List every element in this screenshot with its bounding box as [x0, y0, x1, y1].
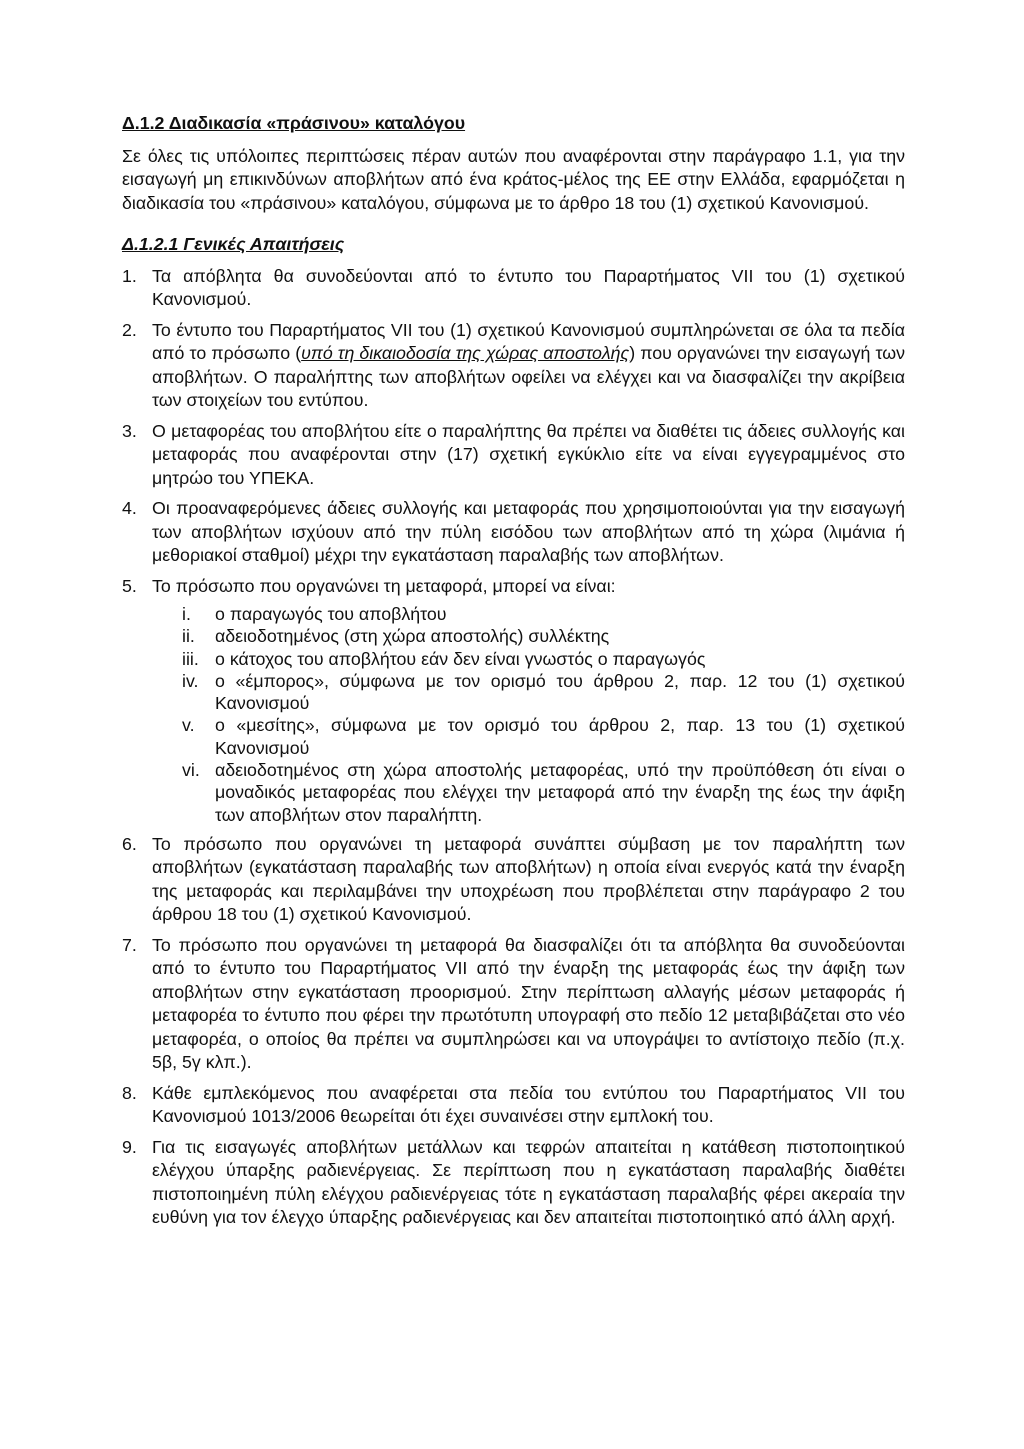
item-number: 5. — [122, 575, 137, 596]
sub-list-item — [152, 670, 905, 715]
sub-list-item — [152, 603, 905, 625]
organizer-options-list — [152, 603, 905, 826]
item-number: 6. — [122, 833, 137, 854]
requirement-item-2 — [122, 319, 905, 413]
item-text: Το πρόσωπο που οργανώνει τη μεταφορά θα διασφαλίζει ότι τα απόβλητα θα συνοδεύονται από το έντυπο του Παραρτήματος VII από την έναρξη της μεταφοράς έως την άφιξη των αποβλήτων στην εγκατάσταση προορισμού. Στην περίπτωση αλλαγής μέσων μεταφοράς ή μεταφορέα το έντυπο που φέρει την πρωτότυπη υπογραφή στο πεδίο 12 μεταβιβάζεται στο νέο μεταφορέα, ο οποίος θα πρέπει να συμπληρώσει και να υπογράψει το αντίστοιχο πεδίο (π.χ. 5β, 5γ κλπ.). — [152, 934, 905, 1073]
requirement-item-5 — [122, 575, 905, 826]
item-text: Κάθε εμπλεκόμενος που αναφέρεται στα πεδία του εντύπου του Παραρτήματος VII του Κανονισμού 1013/2006 θεωρείται ότι έχει συναινέσει στην εμπλοκή του. — [152, 1082, 905, 1127]
sub-list-item — [152, 714, 905, 759]
item-number: 3. — [122, 420, 137, 441]
requirements-list — [122, 265, 905, 1230]
requirement-item-7 — [122, 934, 905, 1075]
item-number: 4. — [122, 498, 137, 518]
item-number: 9. — [122, 1136, 137, 1157]
item-number: 2. — [122, 319, 137, 340]
sub-item-number: iv. — [182, 670, 199, 691]
subsection-heading: Δ.1.2.1 Γενικές Απαιτήσεις — [122, 234, 345, 254]
requirement-item-6 — [122, 833, 905, 927]
item-text-part: ) που οργανώνει την εισαγωγή των αποβλήτων. Ο παραλήπτης των αποβλήτων οφείλει να ελέγχει και να διασφαλίζει την ακρίβεια των στοιχείων του εντύπου. — [152, 343, 906, 410]
sub-item-number: v. — [182, 715, 195, 736]
sub-item-number: iii. — [182, 648, 199, 669]
item-text: Ο μεταφορέας του αποβλήτου είτε ο παραλήπτης θα πρέπει να διαθέτει τις άδειες συλλογής και μεταφοράς που αναφέρονται στην (17) σχετική εγκύκλιο είτε να είναι εγγεγραμμένος στο μητρώο του ΥΠΕΚΑ. — [152, 420, 905, 488]
sub-item-text: αδειοδοτημένος στη χώρα αποστολής μεταφορέας, υπό την προϋπόθεση ότι είναι ο μοναδικός μεταφορέας που ελέγχει την μεταφορά από την έναρξη της έως την άφιξη των αποβλήτων στον παραλήπτη. — [215, 760, 905, 825]
requirement-item-4 — [122, 497, 905, 568]
item-text-part: Το έντυπο του Παραρτήματος VII του (1) σχετικού Κανονισμού συμπληρώνεται σε όλα τα πεδία από το πρόσωπο ( — [152, 319, 905, 363]
item-number: 8. — [122, 1082, 137, 1103]
sub-item-text: ο «μεσίτης», σύμφωνα με τον ορισμό του άρθρου 2, παρ. 13 του (1) σχετικού Κανονισμού — [215, 715, 905, 758]
requirement-item-9 — [122, 1136, 905, 1230]
item-text-emphasis: υπό τη δικαιοδοσία της χώρας αποστολής — [301, 343, 630, 363]
requirement-item-3 — [122, 420, 905, 491]
sub-item-number: ii. — [182, 626, 195, 647]
sub-list-item — [152, 759, 905, 826]
item-text: Το πρόσωπο που οργανώνει τη μεταφορά, μπορεί να είναι: — [152, 575, 616, 596]
sub-item-text: αδειοδοτημένος (στη χώρα αποστολής) συλλέκτης — [215, 626, 610, 647]
sub-item-text: ο παραγωγός του αποβλήτου — [215, 604, 447, 624]
item-text: Τα απόβλητα θα συνοδεύονται από το έντυπο του Παραρτήματος VII του (1) σχετικού Κανονισμού. — [152, 265, 905, 309]
sub-item-number: vi. — [182, 760, 200, 781]
requirement-item-8 — [122, 1082, 905, 1129]
item-number: 7. — [122, 934, 137, 955]
item-number: 1. — [122, 265, 137, 286]
item-text — [152, 319, 905, 413]
sub-item-text: ο κάτοχος του αποβλήτου εάν δεν είναι γνωστός ο παραγωγός — [215, 648, 706, 669]
item-text: Οι προαναφερόμενες άδειες συλλογής και μεταφοράς που χρησιμοποιούνται για την εισαγωγή των αποβλήτων ισχύουν από την πύλη εισόδου των αποβλήτων από τη χώρα (λιμάνια ή μεθοριακοί σταθμοί) μέχρι την εγκατάσταση παραλαβής των αποβλήτων. — [152, 498, 905, 565]
sub-list-item — [152, 625, 905, 647]
sub-list-item — [152, 648, 905, 670]
sub-item-text: ο «έμπορος», σύμφωνα με τον ορισμό του άρθρου 2, παρ. 12 του (1) σχετικού Κανονισμού — [215, 670, 905, 714]
item-text: Το πρόσωπο που οργανώνει τη μεταφορά συνάπτει σύμβαση με τον παραλήπτη των αποβλήτων (εγκατάσταση παραλαβής των αποβλήτων) η οποία είναι ενεργός κατά την έναρξη της μεταφοράς και περιλαμβάνει την υποχρέωση που προβλέπεται στην παράγραφο 2 του άρθρου 18 του (1) σχετικού Κανονισμού. — [152, 833, 905, 925]
item-text: Για τις εισαγωγές αποβλήτων μετάλλων και τεφρών απαιτείται η κατάθεση πιστοποιητικού ελέγχου ύπαρξης ραδιενέργειας. Σε περίπτωση που η εγκατάσταση παραλαβής διαθέτει πιστοποιημένη πύλη ελέγχου ραδιενέργειας τότε η εγκατάσταση παραλαβής φέρει ακεραία την ευθύνη για τον έλεγχο ύπαρξης ραδιενέργειας και δεν απαιτείται πιστοποιητικό από άλλη αρχή. — [152, 1136, 905, 1228]
document-body — [122, 112, 905, 1237]
requirement-item-1 — [122, 265, 905, 312]
sub-item-number: i. — [182, 604, 191, 624]
intro-paragraph: Σε όλες τις υπόλοιπες περιπτώσεις πέραν αυτών που αναφέρονται στην παράγραφο 1.1, για την εισαγωγή μη επικινδύνων αποβλήτων από ένα κράτος-μέλος της ΕΕ στην Ελλάδα, εφαρμόζεται η διαδικασία του «πράσινου» καταλόγου, σύμφωνα με το άρθρο 18 του (1) σχετικού Κανονισμού. — [122, 145, 905, 213]
section-heading: Δ.1.2 Διαδικασία «πράσινου» καταλόγου — [122, 113, 466, 133]
